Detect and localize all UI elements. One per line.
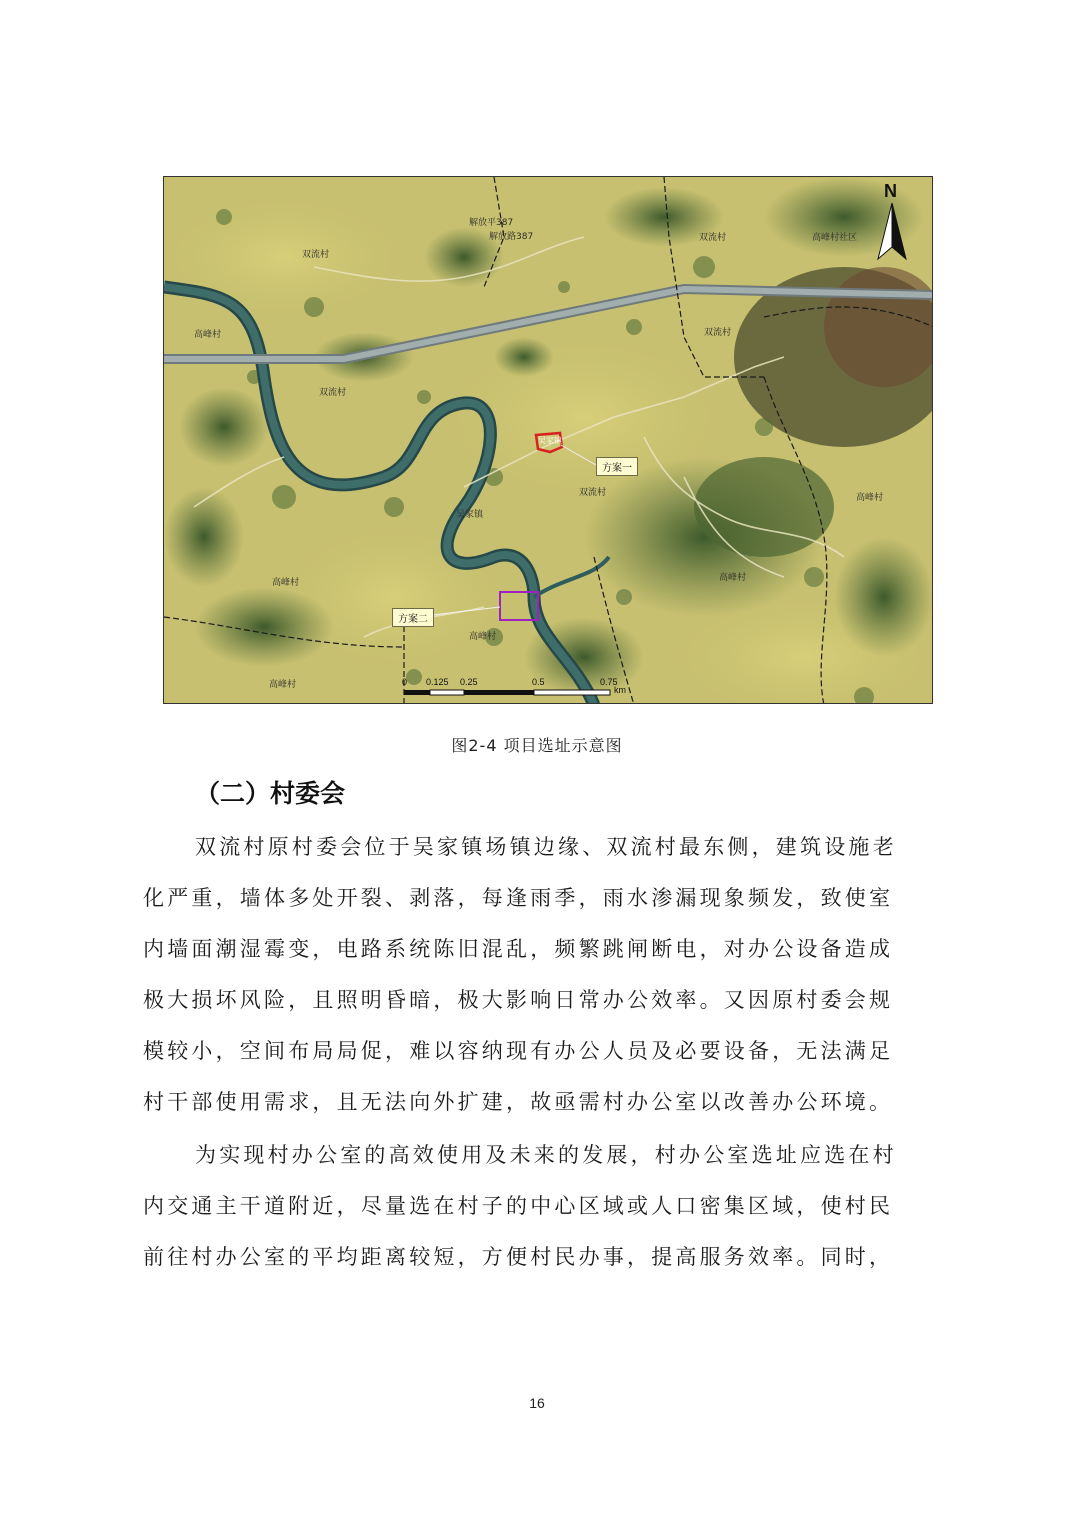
map-label: 解放平387: [469, 218, 514, 228]
text-line: 极大损坏风险，且照明昏暗，极大影响日常办公效率。又因原村委会规: [143, 988, 894, 1012]
scale-tick-label: 0: [402, 677, 408, 687]
text-line: 化严重，墙体多处开裂、剥落，每逢雨季，雨水渗漏现象频发，致使室: [143, 886, 894, 910]
scale-tick-label: 0.5: [532, 677, 545, 687]
figure-caption: 图2-4 项目选址示意图: [451, 736, 623, 755]
map-label: 双流村: [302, 250, 330, 260]
map-label: 高峰村: [269, 680, 297, 690]
map-label: 吴家镇: [456, 510, 484, 520]
text-line: 内交通主干道附近，尽量选在村子的中心区域或人口密集区域，使村民: [143, 1194, 894, 1218]
site-1-label: 吴家镇: [538, 436, 562, 445]
map-label: 高峰村: [272, 578, 300, 588]
map-label: 双流村: [699, 233, 727, 243]
text-line: 为实现村办公室的高效使用及未来的发展，村办公室选址应选在村: [195, 1143, 897, 1167]
text-line: 双流村原村委会位于吴家镇场镇边缘、双流村最东侧，建筑设施老: [195, 835, 897, 859]
option-1-callout: 方案一: [596, 457, 638, 476]
scale-tick-label: 0.125: [426, 677, 449, 687]
scale-unit: km: [614, 685, 626, 695]
scale-tick-label: 0.75: [600, 677, 618, 687]
map-label: 双流村: [704, 328, 732, 338]
map-label: 高峰村: [856, 493, 884, 503]
map-label: 双流村: [579, 488, 607, 498]
scale-tick-label: 0.25: [460, 677, 478, 687]
text-line: 内墙面潮湿霉变，电路系统陈旧混乱，频繁跳闸断电，对办公设备造成: [143, 937, 894, 961]
text-line: 前往村办公室的平均距离较短，方便村民办事，提高服务效率。同时，: [143, 1245, 894, 1269]
map-label: 双流村: [319, 388, 347, 398]
section-heading: （二）村委会: [195, 779, 346, 808]
site-selection-map: [163, 176, 933, 704]
map-label: 高峰村: [719, 573, 747, 583]
paragraph-1: [143, 822, 935, 1128]
paragraph-2: [143, 1130, 935, 1283]
map-label: 高峰村: [469, 632, 497, 642]
scale-bar: [402, 677, 632, 703]
option-2-callout: 方案二: [392, 608, 434, 627]
text-line: 村干部使用需求，且无法向外扩建，故亟需村办公室以改善办公环境。: [143, 1090, 894, 1114]
map-label: 高峰村社区: [812, 233, 858, 243]
text-line: 模较小，空间布局局促，难以容纳现有办公人员及必要设备，无法满足: [143, 1039, 894, 1063]
map-label: 解放路387: [489, 232, 534, 242]
north-arrow-icon: N: [876, 181, 908, 259]
map-label: 高峰村: [194, 330, 222, 340]
page-number: 16: [529, 1395, 545, 1411]
